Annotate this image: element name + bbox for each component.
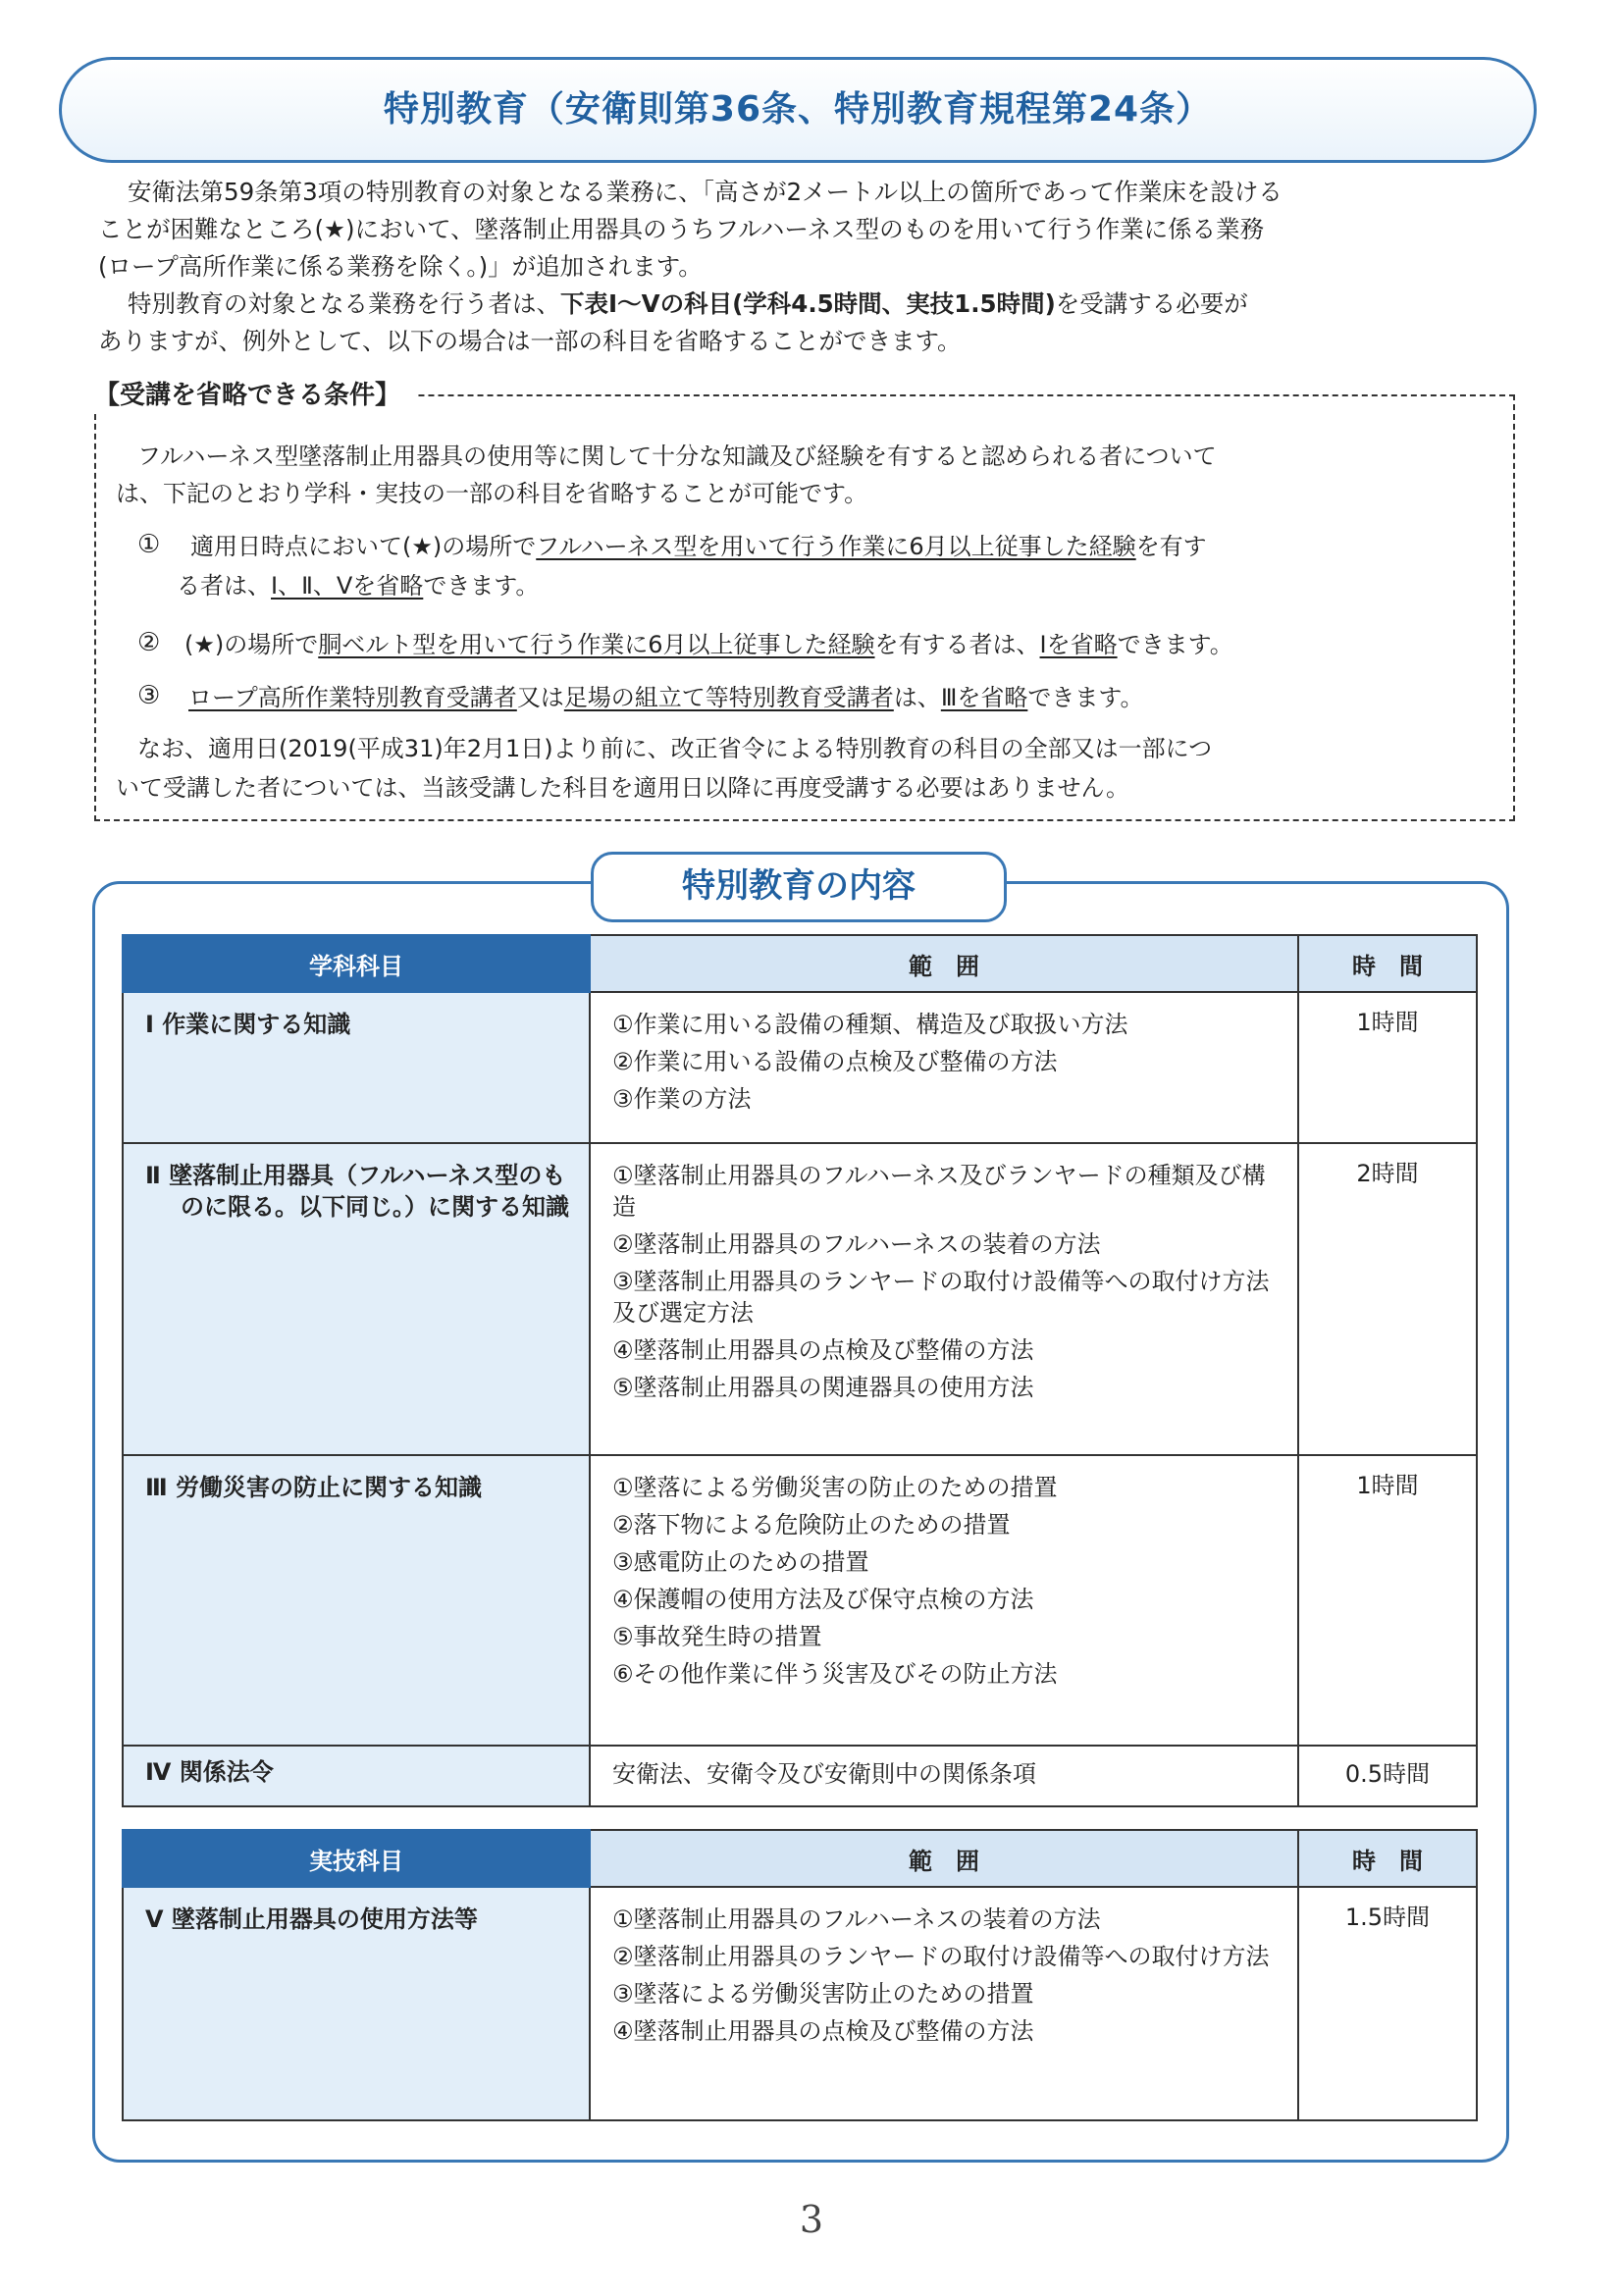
academic-table	[122, 934, 1478, 1807]
time-cell: 2時間	[1298, 1143, 1477, 1455]
range-item: ①墜落制止用器具のフルハーネス及びランヤードの種類及び構造	[612, 1162, 1266, 1221]
table-row	[123, 1143, 1477, 1455]
range-item: ⑥その他作業に伴う災害及びその防止方法	[612, 1660, 1058, 1688]
academic-subject-header: 学科科目	[123, 935, 590, 992]
intro-line-3: (ロープ高所作業に係る業務を除く。)」が追加されます。	[98, 252, 703, 281]
time-cell: 0.5時間	[1298, 1746, 1477, 1806]
subject-cell	[123, 1455, 590, 1746]
range-item: ①作業に用いる設備の種類、構造及び取扱い方法	[612, 1011, 1128, 1038]
subject-label: Ⅰ 作業に関する知識	[145, 1011, 351, 1038]
condition-text: を有す	[1135, 533, 1207, 560]
range-item: ②墜落制止用器具のフルハーネスの装着の方法	[612, 1230, 1101, 1258]
subject-label: Ⅴ 墜落制止用器具の使用方法等	[145, 1905, 478, 1933]
range-item: ②墜落制止用器具のランヤードの取付け設備等への取付け方法	[612, 1943, 1270, 1970]
condition-text: を有する者は、	[874, 631, 1040, 658]
time-cell: 1時間	[1298, 1455, 1477, 1746]
academic-range-header: 範 囲	[590, 935, 1298, 992]
subject-label: Ⅲ 労働災害の防止に関する知識	[145, 1474, 483, 1501]
range-cell	[590, 992, 1298, 1143]
condition-1-line-2	[177, 569, 539, 602]
condition-underlined: Ⅰを省略	[1039, 631, 1118, 658]
condition-underlined: 足場の組立て等特別教育受講者	[563, 684, 894, 711]
range-item: ④墜落制止用器具の点検及び整備の方法	[612, 1336, 1034, 1364]
content-heading: 特別教育の内容	[591, 852, 1007, 922]
range-cell	[590, 1887, 1298, 2120]
condition-2-mark: ②	[137, 628, 161, 657]
range-item: ④墜落制止用器具の点検及び整備の方法	[612, 2017, 1034, 2045]
range-cell	[590, 1143, 1298, 1455]
time-cell: 1.5時間	[1298, 1887, 1477, 2120]
subject-label: Ⅱ 墜落制止用器具（フルハーネス型のものに限る。以下同じ。）に関する知識	[145, 1162, 569, 1221]
condition-underlined: フルハーネス型を用いて行う作業に6月以上従事した経験	[536, 533, 1136, 560]
intro-text: 特別教育の対象となる業務を行う者は、	[128, 289, 560, 318]
intro-line-2: ことが困難なところ(★)において、墜落制止用器具のうちフルハーネス型のものを用いて行う作業に係る業務	[98, 215, 1265, 243]
table-row	[123, 1746, 1477, 1806]
range-item: ①墜落による労働災害の防止のための措置	[612, 1474, 1058, 1501]
condition-underlined: Ⅲを省略	[940, 684, 1028, 711]
range-item: ③作業の方法	[612, 1085, 752, 1113]
academic-time-header: 時 間	[1298, 935, 1477, 992]
range-item: 安衛法、安衛令及び安衛則中の関係条項	[612, 1760, 1036, 1788]
intro-line-4	[128, 287, 1550, 321]
table-row	[123, 992, 1477, 1143]
condition-2-line	[184, 628, 1233, 661]
condition-text: は、	[893, 684, 941, 711]
range-item: ②落下物による危険防止のための措置	[612, 1511, 1011, 1539]
practical-table	[122, 1829, 1478, 2121]
range-item: ①墜落制止用器具のフルハーネスの装着の方法	[612, 1905, 1101, 1933]
conditions-note-2: いて受講した者については、当該受講した科目を適用日以降に再度受講する必要はありません。	[116, 774, 1129, 802]
table-row	[123, 1887, 1477, 2120]
time-cell: 1時間	[1298, 992, 1477, 1143]
subject-cell	[123, 992, 590, 1143]
condition-text: できます。	[423, 572, 540, 600]
conditions-note-1: なお、適用日(2019(平成31)年2月1日)より前に、改正省令による特別教育の科目の全部又は一部につ	[137, 735, 1213, 762]
conditions-lead-2: は、下記のとおり学科・実技の一部の科目を省略することが可能です。	[116, 480, 868, 507]
range-item: ⑤墜落制止用器具の関連器具の使用方法	[612, 1374, 1034, 1401]
condition-3-line	[188, 681, 1143, 714]
condition-text: 適用日時点において(★)の場所で	[190, 533, 537, 560]
page-title: 特別教育（安衛則第36条、特別教育規程第24条）	[383, 89, 1213, 130]
intro-line-5: ありますが、例外として、以下の場合は一部の科目を省略することができます。	[98, 327, 962, 355]
condition-1-line-1	[190, 530, 1207, 563]
condition-text: (★)の場所で	[184, 631, 319, 658]
practical-subject-header: 実技科目	[123, 1830, 590, 1887]
range-cell	[590, 1455, 1298, 1746]
condition-text: る者は、	[177, 572, 271, 600]
range-item: ②作業に用いる設備の点検及び整備の方法	[612, 1048, 1058, 1075]
practical-time-header: 時 間	[1298, 1830, 1477, 1887]
range-item: ③感電防止のための措置	[612, 1548, 869, 1576]
conditions-lead-1: フルハーネス型墜落制止用器具の使用等に関して十分な知識及び経験を有すると認められる者について	[137, 443, 1217, 470]
condition-text: できます。	[1027, 684, 1144, 711]
range-cell	[590, 1746, 1298, 1806]
range-item: ⑤事故発生時の措置	[612, 1623, 822, 1650]
practical-range-header: 範 囲	[590, 1830, 1298, 1887]
table-row	[123, 1455, 1477, 1746]
range-item: ③墜落制止用器具のランヤードの取付け設備等への取付け方法及び選定方法	[612, 1268, 1270, 1327]
conditions-heading: 【受講を省略できる条件】	[94, 378, 416, 413]
condition-3-mark: ③	[137, 681, 161, 710]
intro-line-1: 安衛法第59条第3項の特別教育の対象となる業務に、「高さが2メートル以上の箇所であって作業床を設ける	[128, 178, 1283, 206]
subject-cell	[123, 1887, 590, 2120]
condition-underlined: 胴ベルト型を用いて行う作業に6月以上従事した経験	[318, 631, 875, 658]
condition-text: できます。	[1117, 631, 1233, 658]
condition-text: 又は	[516, 684, 564, 711]
subject-cell	[123, 1746, 590, 1806]
condition-underlined: Ⅰ、Ⅱ、Ⅴを省略	[271, 572, 424, 600]
condition-underlined: ロープ高所作業特別教育受講者	[188, 684, 517, 711]
condition-1-mark: ①	[137, 530, 161, 559]
subject-label: Ⅳ 関係法令	[145, 1758, 274, 1786]
subject-cell	[123, 1143, 590, 1455]
intro-emphasis: 下表Ⅰ～Ⅴの科目(学科4.5時間、実技1.5時間)	[560, 289, 1056, 318]
page-number: 3	[799, 2198, 824, 2241]
range-item: ④保護帽の使用方法及び保守点検の方法	[612, 1586, 1034, 1613]
intro-text: を受講する必要が	[1055, 289, 1248, 318]
range-item: ③墜落による労働災害防止のための措置	[612, 1980, 1034, 2008]
